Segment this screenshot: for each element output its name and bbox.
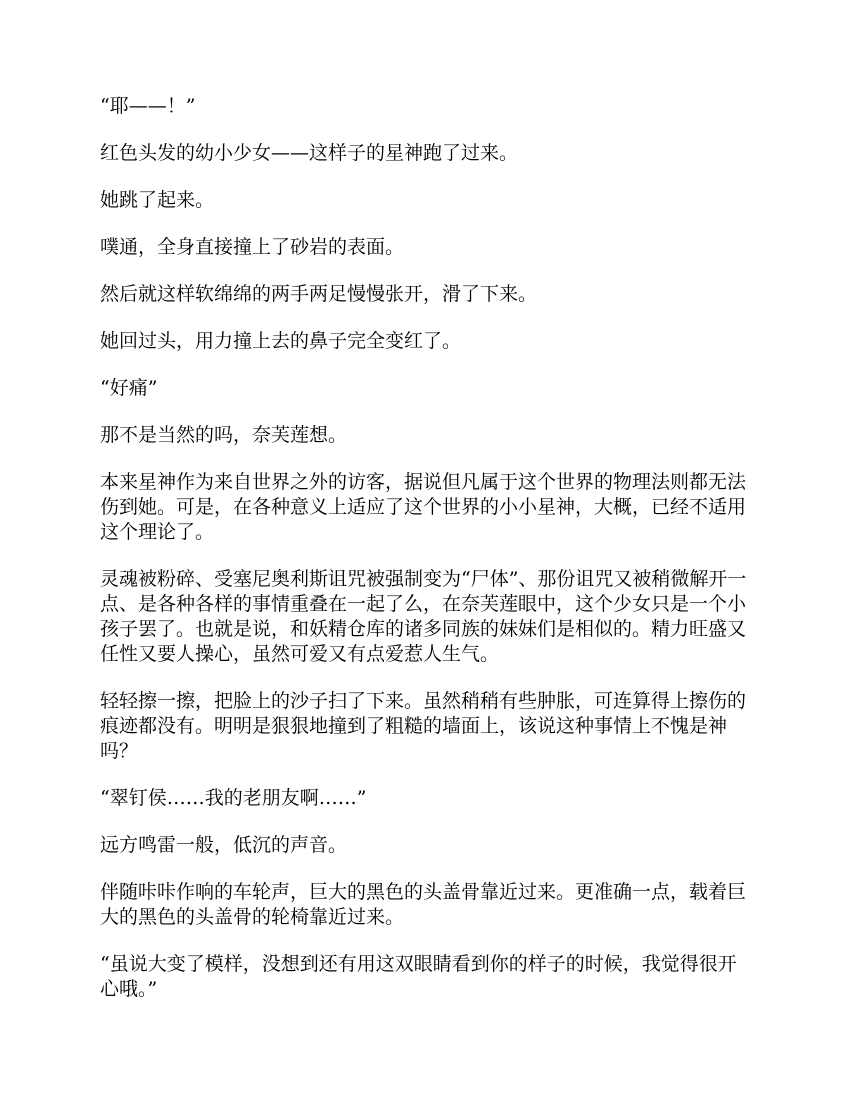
- document-body: [100, 94, 750, 1024]
- paragraph: 她跳了起来。: [100, 189, 215, 211]
- paragraph: 那不是当然的吗，奈芙莲想。: [100, 424, 348, 446]
- paragraph: 然后就这样软绵绵的两手两足慢慢张开，滑了下来。: [100, 283, 538, 305]
- paragraph: “翠钉侯……我的老朋友啊……”: [100, 787, 367, 809]
- paragraph: 噗通，全身直接撞上了砂岩的表面。: [100, 236, 405, 258]
- paragraph: “虽说大变了模样，没想到还有用这双眼睛看到你的样子的时候，我觉得很开心哦。”: [100, 953, 737, 1000]
- paragraph: 灵魂被粉碎、受塞尼奥利斯诅咒被强制变为“尸体”、那份诅咒又被稍微解开一点、是各种各样的事情重叠在一起了么，在奈芙莲眼中，这个少女只是一个小孩子罢了。也就是说，和妖精仓库的诸多同族的妹妹们是相似的。精力旺盛又任性又要人操心，虽然可爱又有点爱惹人生气。: [100, 568, 747, 665]
- paragraph: “好痛”: [100, 377, 158, 399]
- paragraph: “耶——！”: [100, 95, 196, 117]
- paragraph: 本来星神作为来自世界之外的访客，据说但凡属于这个世界的物理法则都无法伤到她。可是，在各种意义上适应了这个世界的小小星神，大概，已经不适用这个理论了。: [100, 471, 747, 543]
- paragraph: 远方鸣雷一般，低沉的声音。: [100, 834, 348, 856]
- paragraph: 伴随咔咔作响的车轮声，巨大的黑色的头盖骨靠近过来。更准确一点，载着巨大的黑色的头盖骨的轮椅靠近过来。: [100, 881, 747, 928]
- paragraph: 轻轻擦一擦，把脸上的沙子扫了下来。虽然稍稍有些肿胀，可连算得上擦伤的痕迹都没有。明明是狠狠地撞到了粗糙的墙面上，该说这种事情上不愧是神吗？: [100, 690, 747, 762]
- paragraph: 她回过头，用力撞上去的鼻子完全变红了。: [100, 330, 462, 352]
- paragraph: 红色头发的幼小少女——这样子的星神跑了过来。: [100, 142, 519, 164]
